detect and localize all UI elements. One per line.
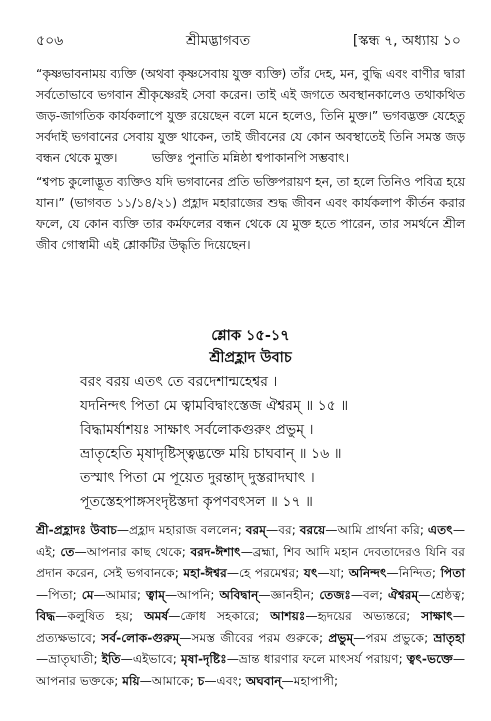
synonym-word: চ [197,673,205,688]
synonym-word: অমর্ষ [144,609,169,623]
synonym-meaning: আমি প্রার্থনা করি [337,523,420,537]
synonym-word: বরদ-ঈশাৎ [190,544,241,559]
synonym-meaning: ভ্রাতৃঘাতী [48,652,94,666]
synonym-meaning: প্রহ্লাদ মহারাজ বললেন [129,523,238,537]
verse-speaker: শ্রীপ্রহ্লাদ উবাচ [209,350,292,366]
synonym-word: ঐশ্বরম্ [388,587,419,602]
synonym-word: অঘবান্ [245,673,282,688]
synonym-word: অবিদ্বান্ [219,587,259,602]
book-title: শ্রীমদ্ভাগবত [186,33,251,49]
verse-line: পূতস্তেহপাঙ্গসংদৃষ্টস্তদা কৃপণবৎসল ॥ ১৭ ॥ [80,494,313,510]
synonym-meaning: সমস্ত জীবের পরম গুরুকে [191,630,319,645]
synonym-word: সাক্ষাৎ [421,609,453,623]
synonym-meaning: এবং [216,673,238,688]
chapter-location: [স্কন্ধ ৭, অধ্যায় ১০ [352,33,461,49]
synonym-meaning: যা [329,566,341,580]
synonym-meaning: হৃদয়ের অভ্যন্তরে [317,609,407,623]
synonym-word: তে [60,544,75,559]
synonym-word: বরয়ে [299,523,326,537]
synonym-meaning: প্রত্যক্ষভাবে [36,630,92,645]
synonym-word: মে [81,587,94,602]
synonym-word: পিতা [440,566,466,580]
synonym-meaning: কলুষিত হয় [67,609,130,623]
purport-paragraph-2: “শ্বপচ কুলোদ্ভূত ব্যক্তিও যদি ভগবানের প্রতি ভক্তিপরায়ণ হন, তা হলে তিনিও পবিত্র হয়ে যান।” (ভাগবত ১১/১৪/২১) প্রহ্লাদ মহারাজের শুদ্ধ জীবন এবং কার্যকলাপ কীর্তন করার ফলে, যে কোন ব্যক্তি তার কর্মফলের বন্ধন থেকে যে মুক্ত হতে পারেন, তার সমর্থনে শ্রীল জীব গোস্বামী এই শ্লোকটির উদ্ধৃতি দিয়েছেন। [36,175,465,252]
sanskrit-quote: ভক্তিঃ পুনাতি মন্নিষ্ঠা শ্বপাকানপি সম্ভবাৎ। [151,151,350,165]
synonym-meaning: শ্রেষ্ঠত্ব [430,587,461,602]
synonym-word: ত্বৎ-ভক্তে [406,652,453,666]
synonym-word: ত্বাম্ [146,587,165,602]
synonym-word: অনিন্দৎ [348,566,387,580]
synonym-meaning: হে পরমেশ্বর [239,566,296,580]
synonym-meaning: বল [363,587,379,602]
synonym-meaning: আপনার ভক্তকে [36,673,115,688]
synonym-word: বরম্ [245,523,266,537]
synonym-meaning: জ্ঞানহীন [270,587,311,602]
synonym-meaning: পরম প্রভুকে [365,630,425,645]
page-header [36,30,461,52]
synonym-meaning: এই [36,544,52,559]
synonym-meaning: ভ্রান্ত ধারণার ফলে মাৎসর্য পরায়ণ [238,652,399,666]
synonym-word: মৃষা-দৃষ্টিঃ [180,652,227,666]
synonym-word: ময়ি [122,673,140,688]
synonym-word: মহা-ঈশ্বর [183,566,227,580]
synonym-meaning: আপনার কাছ থেকে [86,544,182,559]
purport-paragraph-1: “কৃষ্ণভাবনাময় ব্যক্তি (অথবা কৃষ্ণসেবায় যুক্ত ব্যক্তি) তাঁর দেহ, মন, বুদ্ধি এবং বাণীর দ্বারা সর্বতোভাবে ভগবান শ্রীকৃষ্ণেরই সেবা করেন। তাই এই জগতে অবস্থানকালেও তথাকথিত জড়-জাগতিক কার্যকলাপে যুক্ত রয়েছেন বলে মনে হলেও, তিনি মুক্ত।” ভগবদ্ভক্ত যেহেতু সর্বদাই ভগবানের সেবায় যুক্ত থাকেন, তাই জীবনের যে কোন অবস্থাতেই তিনি সমস্ত জড় বন্ধন থেকে মুক্ত। [36,67,465,165]
synonym-word: শ্রী-প্রহ্লাদঃ উবাচ [36,523,117,537]
synonym-meaning: নিন্দিত [398,566,432,580]
synonym-meaning: আপনি [177,587,211,602]
verse-line: বিদ্ধামর্ষাশয়ঃ সাক্ষাৎ সর্বলোকগুরুং প্রভুম্ । [80,422,314,438]
synonym-word: বিদ্ধ [36,609,56,623]
verse-line: যদনিন্দৎ পিতা মে ত্বামবিদ্বাংস্তেজ ঐশ্বরম্ ॥ ১৫ ॥ [80,398,349,414]
synonym-meaning: মহাপাপী [293,673,334,688]
synonym-meaning: ক্রোধ সহকারে [180,609,256,623]
synonym-meaning: ব্রহ্মা, শিব আদি মহান দেবতাদেরও যিনি বর প্রদান করেন, সেই ভগবানকে [36,544,465,580]
synonym-word: সর্ব-লোক-গুরুম্ [101,630,180,645]
verse-number: শ্লোক ১৫-১৭ [211,328,290,344]
synonym-word: এতৎ [427,523,453,537]
synonym-word: তেজঃ [319,587,351,602]
synonym-word: যৎ [303,566,318,580]
verse-line: তস্মাৎ পিতা মে পূয়েত দুরন্তাদ্ দুস্তরাদঘাৎ । [80,470,315,486]
synonym-word: ভ্রাতৃহা [433,630,466,645]
synonym-meaning: আমাকে [151,673,190,688]
synonym-meaning: এইভাবে [132,652,173,666]
synonym-word: প্রভুম্ [328,630,354,645]
verse-line: ভ্রাতৃহেতি মৃষাদৃষ্টিস্ত্বদ্ভক্তে ময়ি চাঘবান্ ॥ ১৬ ॥ [80,446,342,462]
synonym-word: ইতি [101,652,121,666]
page-number: ৫০৬ [36,33,64,49]
verse-line: বরং বরয় এতৎ তে বরদেশান্মহেশ্বর । [80,374,278,390]
synonym-meaning: পিতা [48,587,73,602]
synonym-meaning: বর [278,523,292,537]
synonyms-paragraph: শ্রী-প্রহ্লাদঃ উবাচ—প্রহ্লাদ মহারাজ বললেন; বরম্—বর; বরয়ে—আমি প্রার্থনা করি; এতৎ—এই; তে—আপনার কাছ থেকে; বরদ-ঈশাৎ—ব্রহ্মা, শিব আদি মহান দেবতাদেরও যিনি বর প্রদান করেন, সেই ভগবানকে; মহা-ঈশ্বর—হে পরমেশ্বর; যৎ—যা; অনিন্দৎ—নিন্দিত; পিতা—পিতা; মে—আমার; ত্বাম্—আপনি; অবিদ্বান্—জ্ঞানহীন; তেজঃ—বল; ঐশ্বরম্—শ্রেষ্ঠত্ব; বিদ্ধ—কলুষিত হয়; অমর্ষ—ক্রোধ সহকারে; আশয়ঃ—হৃদয়ের অভ্যন্তরে; সাক্ষাৎ—প্রত্যক্ষভাবে; সর্ব-লোক-গুরুম্—সমস্ত জীবের পরম গুরুকে; প্রভুম্—পরম প্রভুকে; ভ্রাতৃহা—ভ্রাতৃঘাতী; ইতি—এইভাবে; মৃষা-দৃষ্টিঃ—ভ্রান্ত ধারণার ফলে মাৎসর্য পরায়ণ; ত্বৎ-ভক্তে—আপনার ভক্তকে; ময়ি—আমাকে; চ—এবং; অঘবান্—মহাপাপী; [36,523,466,688]
synonym-word: আশয়ঃ [270,609,306,623]
synonym-meaning: আমার [105,587,137,602]
